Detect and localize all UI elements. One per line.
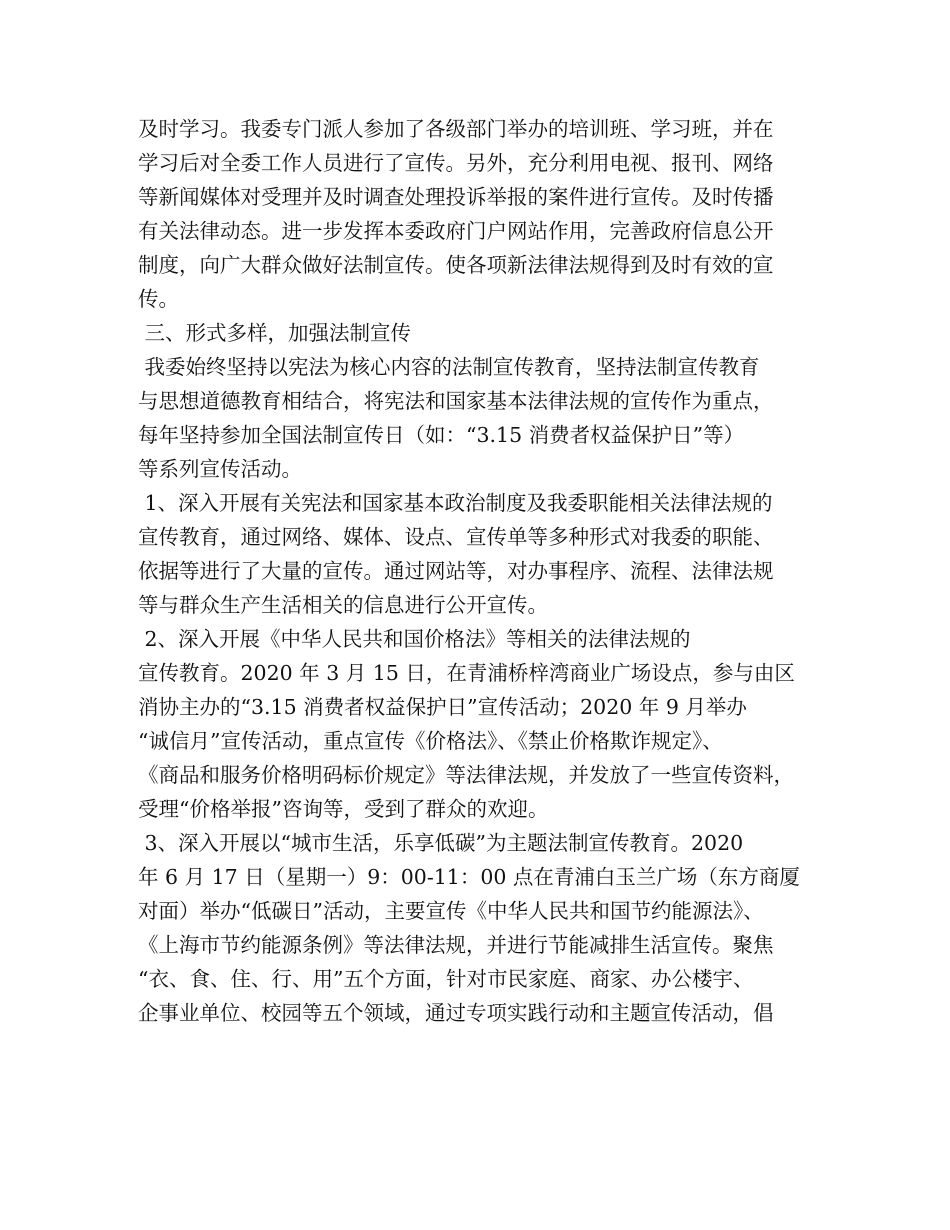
text-line: 与思想道德教育相结合，将宪法和国家基本法律法规的宣传作为重点， [138,389,774,413]
text-line: 对面）举办“低碳日”活动，主要宣传《中华人民共和国节约能源法》、 [138,899,764,923]
text-line: 宣传教育，通过网络、媒体、设点、宣传单等多种形式对我委的职能、 [138,525,774,549]
text-line: 学习后对全委工作人员进行了宣传。另外，充分利用电视、报刊、网络 [138,151,774,175]
list-item-line: 3、深入开展以“城市生活，乐享低碳”为主题法制宣传教育。2020 [138,831,744,855]
text-line: 消协主办的“3.15 消费者权益保护日”宣传活动；2020 年 9 月举办 [138,695,747,719]
text-line: 传。 [138,287,179,311]
text-line: 依据等进行了大量的宣传。通过网站等，对办事程序、流程、法律法规 [138,559,774,583]
text-line: 每年坚持参加全国法制宣传日（如：“3.15 消费者权益保护日”等） [138,423,745,447]
section-heading: 三、形式多样，加强法制宣传 [138,321,412,345]
text-line: 年 6 月 17 日（星期一）9：00-11：00 点在青浦白玉兰广场（东方商厦 [138,865,800,889]
text-line: 受理“价格举报”咨询等，受到了群众的欢迎。 [138,797,549,821]
text-line: 及时学习。我委专门派人参加了各级部门举办的培训班、学习班，并在 [138,117,774,141]
text-line: 《商品和服务价格明码标价规定》等法律法规，并发放了一些宣传资料， [138,763,794,787]
list-item-line: 1、深入开展有关宪法和国家基本政治制度及我委职能相关法律法规的 [138,491,773,515]
text-line: 宣传教育。2020 年 3 月 15 日，在青浦桥梓湾商业广场设点，参与由区 [138,661,795,685]
text-line: 等与群众生产生活相关的信息进行公开宣传。 [138,593,548,617]
body-text [138,112,838,1030]
text-line: “衣、食、住、行、用”五个方面，针对市民家庭、商家、办公楼宇、 [138,967,754,991]
text-line: 等系列宣传活动。 [138,457,302,481]
text-line: 我委始终坚持以宪法为核心内容的法制宣传教育，坚持法制宣传教育 [138,355,760,379]
text-line: 制度，向广大群众做好法制宣传。使各项新法律法规得到及时有效的宣 [138,253,774,277]
text-line: 等新闻媒体对受理并及时调查处理投诉举报的案件进行宣传。及时传播 [138,185,774,209]
text-line: 企事业单位、校园等五个领域，通过专项实践行动和主题宣传活动，倡 [138,1001,774,1025]
list-item-line: 2、深入开展《中华人民共和国价格法》等相关的法律法规的 [138,627,691,651]
text-line: “诚信月”宣传活动，重点宣传《价格法》、《禁止价格欺诈规定》、 [138,729,723,753]
text-line: 《上海市节约能源条例》等法律法规，并进行节能减排生活宣传。聚焦 [138,933,774,957]
text-line: 有关法律动态。进一步发挥本委政府门户网站作用，完善政府信息公开 [138,219,774,243]
